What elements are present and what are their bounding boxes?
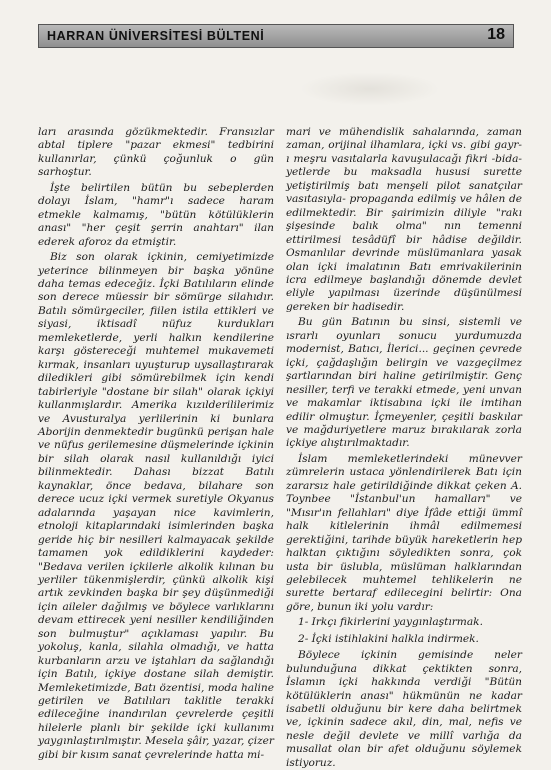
paragraph: Biz son olarak içkinin, cemiyetimizde yeterince bilinmeyen bir başka yönüne daha temas edeceğiz. İçki Batılıların elinde son derece müessir bir sömürge silahıdır. Batılı sömürgeciler, fiilen istila ettikleri ve siyasi, iktisadî nüfuz kurdukları memleketlerde, yerli halkın kendilerine karşı göstereceği muhtemel mukavemeti kırmak, insanları uyuşturup uysallaştırarak diledikleri gibi sömürebilmek için kendi tabirleriyle "dostane bir silah" olarak içkiyi kullanmışlardır. Amerika kızılderililerimiz ve Avusturalya yerlilerinin ki bunlara Aborijin denmektedir bugünkü perişan hale ve nüfus gerilemesine düşmelerinde içkinin bir silah olarak nasıl kullanıldığı iyici bilinmektedir. Dahası bizzat Batılı kaynaklar, önce bedava, bilahare son derece ucuz içki vermek suretiyle Okyanus adalarında yaşayan nice kavimlerin, etnoloji kitaplarındaki isimlerinden başka geride hiç bir nesilleri kalmayacak şekilde tamamen yok edildiklerini kaydeder: "Bedava verilen içkilerle alkolik kılınan bu yerliler tükenmişlerdir, çünkü alkolik kişi artık zevkinden başka bir şey düşünmediği için aileler dağılmış ve böylece varlıklarını devam ettirecek yeni nesiller kendiliğinden son bulmuştur" açıklaması yapılır. Bu yokoluş, kanla, silahla olmadığı, ve hatta kurbanların arzu ve iştahları da sağlandığı için Batılı, içkiye dostane silah demiştir. Memleketimizde, Batı özentisi, moda haline getirilen ve Batılıları taklitle terakki edileceğine inandırılan çevrelerde çeşitli hilelerle planlı bir şekilde içki kullanımı yaygınlaştırılmıştır. Mesela şâir, yazar, çizer gibi bir kısım sanat çevrelerinde hatta mi- [38, 251, 274, 761]
paragraph: İşte belirtilen bütün bu sebeplerden dolayı İslam, "hamr"ı sadece haram etmekle kalmamış, "bütün kötülüklerin anası" "her çeşit şerrin anahtarı" ilan ederek aforoz da etmiştir. [38, 181, 274, 248]
paragraph: ları arasında gözükmektedir. Fransızlar abtal tiplere "pazar ekmesi" tedbirini kullanırlar, çünkü çoğunluk o gün sarhoştur. [38, 126, 274, 179]
bulletin-title: HARRAN ÜNİVERSİTESİ BÜLTENİ [47, 29, 265, 43]
list-item: 1- Irkçı fikirlerini yaygınlaştırmak. [298, 616, 483, 629]
list-item: 2- İçki istihlakini halkla indirmek. [298, 632, 479, 645]
left-column [38, 126, 274, 761]
show-through-smudge [300, 72, 440, 106]
page-number: 18 [487, 26, 505, 43]
paragraph: Böylece içkinin gemisinde neler bulunduğuna dikkat çektikten sonra, İslamın içki hakkında verdiği "Bütün kötülüklerin anası" hükmünün ne kadar isabetli olduğunu bir kere daha belirtmek ve, içkinin sadece akıl, din, mal, nefis ve nesle değil devlete ve millî varlığa da musallat olan bir afet olduğunu söylemek istiyoruz. [286, 649, 522, 769]
bulletin-header [38, 24, 514, 48]
right-column [286, 126, 522, 769]
paragraph: mari ve mühendislik sahalarında, zaman zaman, orijinal ilhamlara, içki vs. gibi gayr-ı meşru vasıtalarla kavuşulacağı fikri -bida-yetlerde bu maksadla hususi surette yetiştirilmiş batı menşeli pilot sanatçılar vasıtasıyla- propaganda edilmiş ve hâlen de edilmektedir. Bir şairimizin diliyle "rakı şişesinde balık olma" nın temenni ettirilmesi tesâdüfî bir hâdise değildir. Osmanlılar devrinde müslümanlara yasak olan içki imalatının Batı emrivakilerinin icra edilmeye başlandığı dönemde devlet eliyle yapılması üzerinde düşünülmesi gereken bir hadisedir. [286, 126, 522, 313]
numbered-list [286, 616, 522, 646]
paragraph: Bu gün Batının bu sinsi, sistemli ve ısrarlı oyunları sonucu yurdumuzda modernist, Batıcı, İlerici... geçinen çevrede içki, çağdaşlığın belirgin ve vazgeçilmez şartlarından biri haline getirilmiştir. Genç nesiller, terfi ve terakki etmede, yeni unvan ve makamlar iktisabına içki ile imtihan edilir olmuştur. İçmeyenler, çeşitli baskılar ve mağduriyetlere maruz bırakılarak zorla içkiye alıştırılmaktadır. [286, 316, 522, 450]
paragraph: İslam memleketlerindeki münevver zümrelerin ustaca yönlendirilerek Batı için zararsız hale getirildiğinde dikkat çeken A. Toynbee "İstanbul'un hamalları" ve "Mısır'ın fellahları" diye İfâde ettiği ümmî halk kitlelerinin ihmâl edilmemesi gerektiğini, tarihde büyük hareketlerin hep halktan çıktığını söyledikten sonra, çok usta bir üslubla, müslüman halklarından gelebilecek muhtemel tehlikelerin ne surette bertaraf edilecegini belirtir: Ona göre, bunun iki yolu vardır: [286, 452, 522, 613]
